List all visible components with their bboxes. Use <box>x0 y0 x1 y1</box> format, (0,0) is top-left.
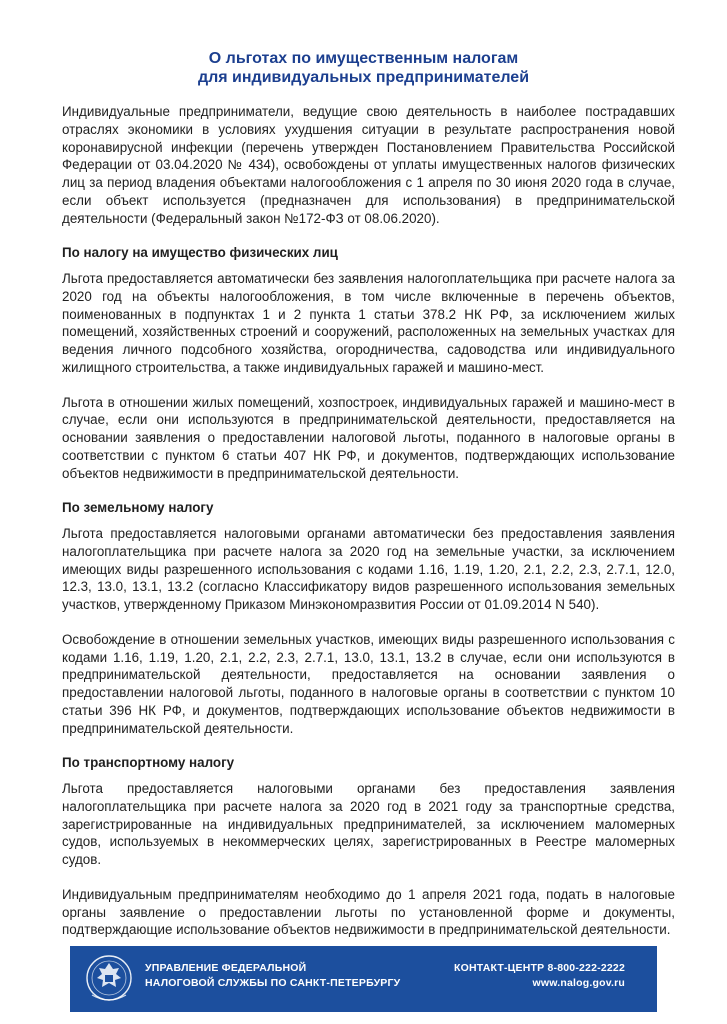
transport-tax-paragraph-1: Льгота предоставляется налоговыми органами без предоставления заявления налогоплательщика при расчете налога за 2020 год в 2021 году за транспортные средства, зарегистрированные на индивидуальных предпринимателей, за исключением маломерных судов, используемых в некоммерческих целях, зарегистрированных в Реестре маломерных судов. <box>62 781 675 867</box>
section-heading-property-tax: По налогу на имущество физических лиц <box>62 245 338 261</box>
property-tax-paragraph-1: Льгота предоставляется автоматически без заявления налогоплательщика при расчете налога за 2020 год на объекты налогообложения, в том числе включенные в перечень объектов, поименованных в подпунктах 1 и 2 пункта 1 статьи 378.2 НК РФ, за исключением жилых помещений, хозяйственных строений и сооружений, расположенных на земельных участках для ведения личного подсобного хозяйства, огородничества, садоводства или индивидуального жилищного строительства, а также индивидуальных гаражей и машино-мест. <box>62 271 675 375</box>
footer-contacts <box>454 961 625 991</box>
footer-contact-phone: КОНТАКТ-ЦЕНТР 8-800-222-2222 <box>454 962 625 974</box>
page-title-line-2: для индивидуальных предпринимателей <box>197 69 530 86</box>
land-tax-paragraph-1: Льгота предоставляется налоговыми органами автоматически без предоставления заявления налогоплательщика при расчете налога за 2020 год на земельные участки, за исключением имеющих виды разрешенного использования с кодами 1.16, 1.19, 1.20, 2.1, 2.2, 2.3, 2.7.1, 12.0, 12.3, 13.0, 13.1, 13.2 (согласно Классификатору видов разрешенного использования земельных участков, утвержденному Приказом Минэкономразвития России от 01.09.2014 N 540). <box>62 526 675 612</box>
page-title-line-1: О льготах по имущественным налогам <box>208 50 519 67</box>
document-body <box>62 103 675 939</box>
intro-paragraph: Индивидуальные предприниматели, ведущие свою деятельность в наиболее пострадавших отраслях экономики в условиях ухудшения ситуации в результате распространения новой коронавирусной инфекции (перечень утвержден Постановлением Правительства Российской Федерации от 03.04.2020 № 434), освобождены от уплаты имущественных налогов физических лиц за период владения объектами налогообложения с 1 апреля по 30 июня 2020 года в случае, если объект используется (предназначен для использования) в предпринимательской деятельности (Федеральный закон №172-ФЗ от 08.06.2020). <box>62 104 675 226</box>
fns-emblem-icon <box>84 951 134 1007</box>
footer-org-line-2: НАЛОГОВОЙ СЛУЖБЫ ПО САНКТ-ПЕТЕРБУРГУ <box>145 977 401 989</box>
section-heading-transport-tax: По транспортному налогу <box>62 755 235 771</box>
page-title <box>0 49 727 87</box>
footer-banner <box>70 946 657 1012</box>
section-heading-land-tax: По земельному налогу <box>62 500 214 516</box>
land-tax-paragraph-2: Освобождение в отношении земельных участков, имеющих виды разрешенного использования с кодами 1.16, 1.19, 1.20, 2.1, 2.2, 2.3, 2.7.1, 13.0, 13.1, 13.2 в случае, если они используются в предпринимательской деятельности, предоставляется на основании заявления о предоставлении налоговой льготы, поданного в налоговые органы в соответствии с пунктом 10 статьи 396 НК РФ, и документов, подтверждающих использование объектов недвижимости в предпринимательской деятельности. <box>62 631 675 736</box>
transport-tax-paragraph-2: Индивидуальным предпринимателям необходимо до 1 апреля 2021 года, подать в налоговые органы заявление о предоставлении льготы по установленной форме и документы, подтверждающие использование объектов недвижимости в предпринимательской деятельности. <box>62 886 675 938</box>
property-tax-paragraph-2: Льгота в отношении жилых помещений, хозпостроек, индивидуальных гаражей и машино-мест в случае, если они используются в предпринимательской деятельности, предоставляется на основании заявления о предоставлении налоговой льготы, поданного в налоговые органы в соответствии с пунктом 6 статьи 407 НК РФ, и документов, подтверждающих использование объектов недвижимости в предпринимательской деятельности. <box>62 394 675 481</box>
footer-organization <box>145 961 400 991</box>
footer-website-link[interactable]: www.nalog.gov.ru <box>532 977 625 989</box>
footer-org-line-1: УПРАВЛЕНИЕ ФЕДЕРАЛЬНОЙ <box>145 962 307 974</box>
